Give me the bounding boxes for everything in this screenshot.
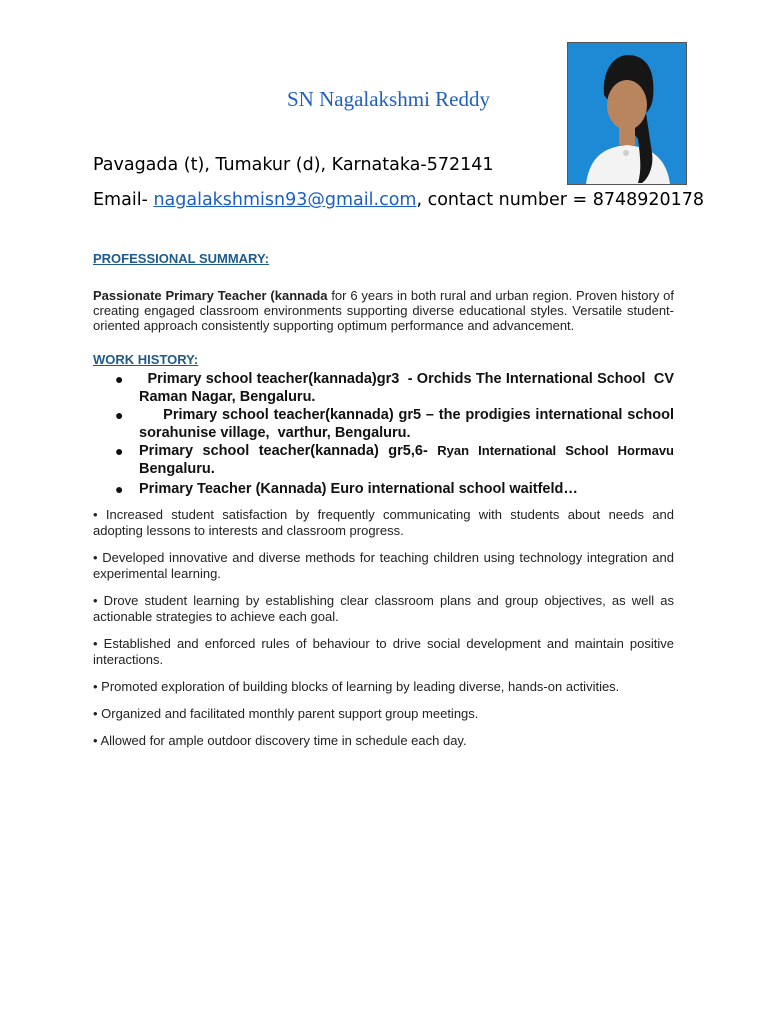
list-item <box>93 406 679 442</box>
work-item-city: Bengaluru. <box>139 461 215 477</box>
candidate-name: SN Nagalakshmi Reddy <box>287 87 490 111</box>
work-item-school: Ryan International School Hormavu <box>437 443 674 458</box>
email-link[interactable]: nagalakshmisn93@gmail.com <box>153 190 417 210</box>
bullet-icon: ● <box>115 407 124 423</box>
duties-list <box>93 507 674 760</box>
duty-item: • Organized and facilitated monthly parent support group meetings. <box>93 706 479 721</box>
work-history-list <box>93 370 679 498</box>
work-item-text: Primary school teacher(kannada) gr5,6- <box>139 443 438 459</box>
address-line: Pavagada (t), Tumakur (d), Karnataka-572141 <box>93 155 494 175</box>
work-item-text: Primary Teacher (Kannada) Euro international school waitfeld… <box>139 481 578 497</box>
duty-item: • Increased student satisfaction by frequently communicating with students about needs and adopting lessons to interests and classroom progress. <box>93 507 674 538</box>
email-label: Email- <box>93 190 154 210</box>
list-item <box>93 370 679 406</box>
work-item-text: Primary school teacher(kannada) gr5 – the prodigies international school sorahunise village, varthur, Bengaluru. <box>139 407 679 441</box>
contact-number: , contact number = 8748920178 <box>416 190 705 210</box>
contact-line <box>93 190 704 210</box>
professional-summary-heading: PROFESSIONAL SUMMARY: <box>93 251 269 266</box>
work-history-heading: WORK HISTORY: <box>93 352 199 367</box>
bullet-icon: ● <box>115 371 124 387</box>
bullet-icon: ● <box>115 481 124 497</box>
duty-item: • Established and enforced rules of behaviour to drive social development and maintain positive interactions. <box>93 636 674 667</box>
bullet-icon: ● <box>115 443 124 459</box>
duty-item: • Promoted exploration of building blocks of learning by leading diverse, hands-on activities. <box>93 679 620 694</box>
duty-item: • Developed innovative and diverse methods for teaching children using technology integration and experimental learning. <box>93 550 674 581</box>
profile-photo-image <box>568 43 686 184</box>
profile-photo <box>567 42 687 185</box>
list-item <box>93 442 674 478</box>
work-item-text: Primary school teacher(kannada)gr3 - Orchids The International School CV Raman Nagar, Bengaluru. <box>139 371 679 405</box>
summary-text: for 6 years in both rural and urban region. Proven history of creating engaged classroom environments supporting diverse educational styles. Versatile student-oriented approach consistently supporting optimum performance and advancement. <box>93 288 674 334</box>
list-item <box>93 480 674 498</box>
summary-lead: Passionate Primary Teacher (kannada <box>93 288 328 303</box>
duty-item: • Allowed for ample outdoor discovery time in schedule each day. <box>93 733 467 748</box>
professional-summary <box>93 288 674 334</box>
duty-item: • Drove student learning by establishing clear classroom plans and group objectives, as well as actionable strategies to achieve each goal. <box>93 593 674 624</box>
